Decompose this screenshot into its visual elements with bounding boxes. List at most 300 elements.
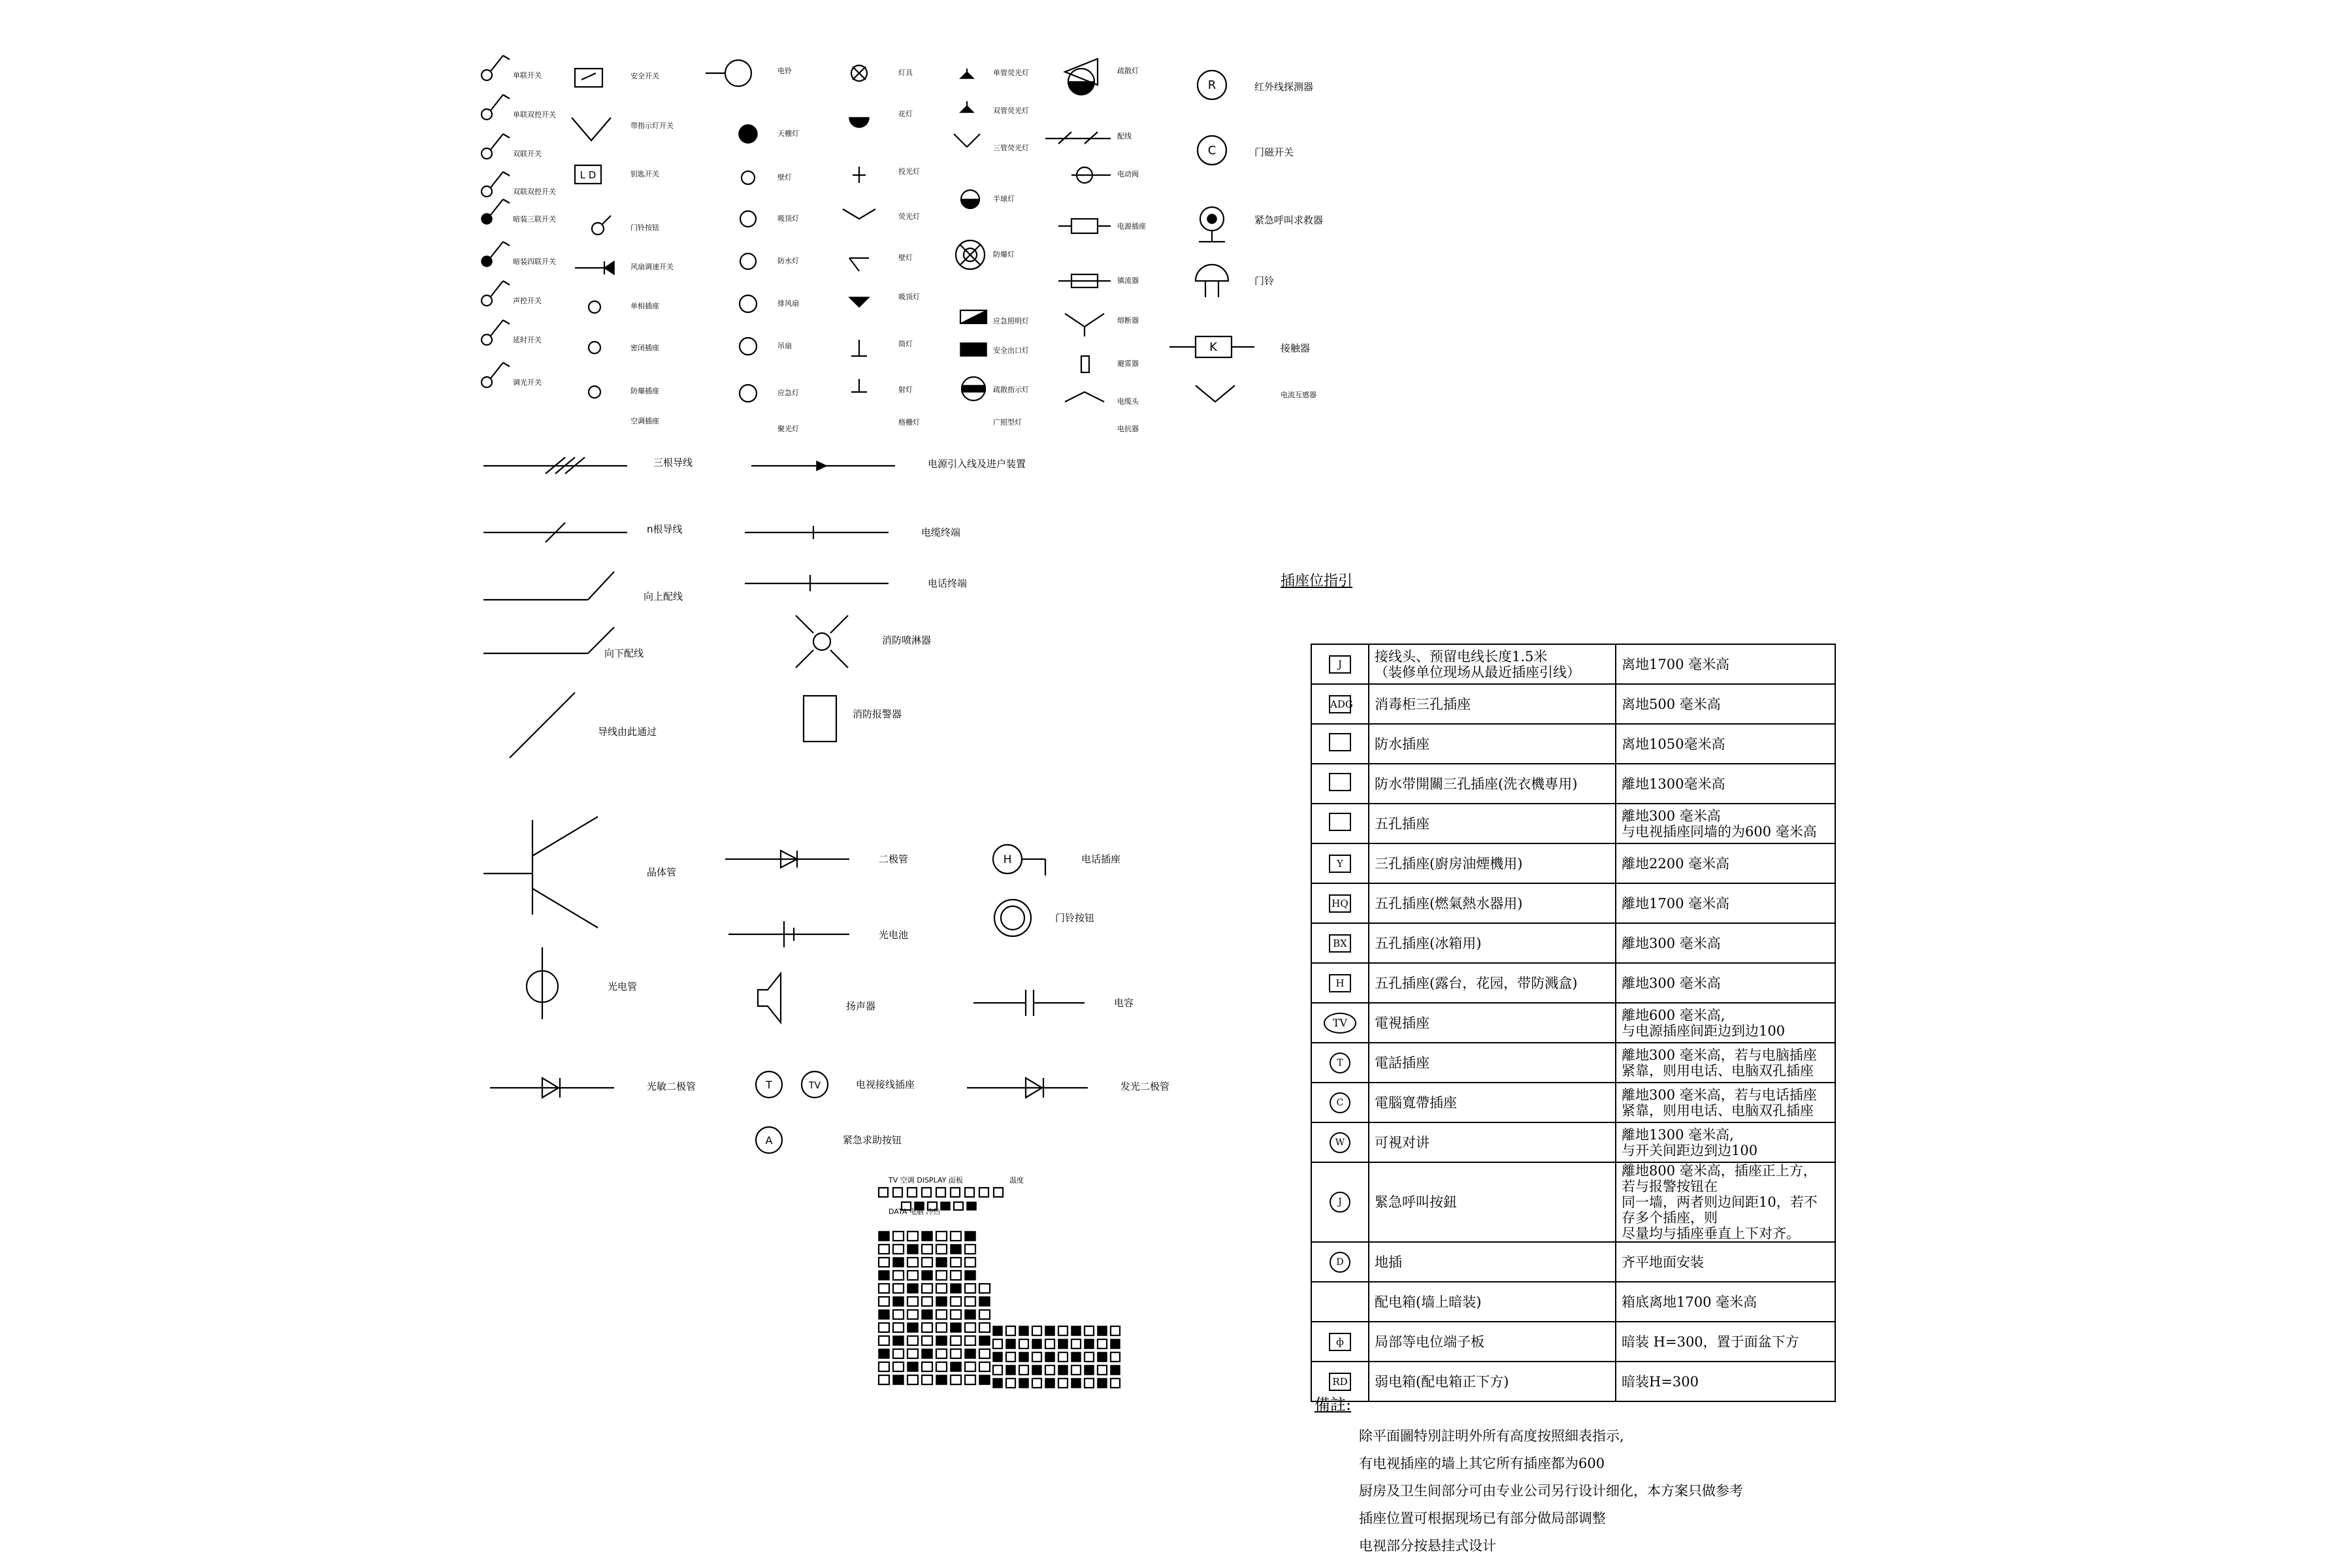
panel-cell-icon: [1045, 1326, 1054, 1335]
panel-cell-icon: [1111, 1326, 1120, 1335]
socket-name-cell: 五孔插座(燃氣熱水器用): [1369, 883, 1616, 923]
height-table-row: [1311, 1122, 1835, 1162]
switch-icon: [503, 320, 510, 324]
socket-symbol-icon: [1329, 773, 1351, 791]
height-table-row: [1311, 1083, 1835, 1122]
panel-cell-icon: [1032, 1352, 1041, 1362]
height-table-row: [1311, 963, 1835, 1003]
socket-name-cell: 電視插座: [1369, 1003, 1616, 1043]
notes-block: [1315, 1392, 1743, 1560]
socket-symbol-icon: ф: [1329, 1333, 1351, 1351]
row-icon-cell: [1311, 1242, 1369, 1282]
panel-cell-icon: [922, 1297, 932, 1306]
panel-cell-icon: [879, 1297, 889, 1306]
socket-name-cell: 緊急呼叫按鈕: [1369, 1162, 1616, 1242]
socket-name-cell: 三孔插座(廚房油煙機用): [1369, 843, 1616, 883]
mount-height-cell: 齐平地面安装: [1616, 1242, 1835, 1282]
panel-cell-icon: [979, 1310, 990, 1319]
panel-cell-icon: [1045, 1379, 1054, 1388]
panel-cell-icon: [907, 1349, 918, 1358]
socket-name-cell: 可視对讲: [1369, 1122, 1616, 1162]
symbol-label: 电流互感器: [1281, 391, 1316, 399]
panel-cell-icon: [893, 1297, 904, 1306]
panel-cell-icon: [951, 1310, 961, 1319]
socket-symbol-icon: [1329, 733, 1351, 751]
mount-height-cell: 暗装 H=300，置于面盆下方: [1616, 1322, 1835, 1362]
row-icon-cell: [1311, 843, 1369, 883]
panel-box-icon: [879, 1188, 888, 1197]
symbol-label: 应急照明灯: [993, 317, 1029, 325]
panel-cell-icon: [965, 1375, 975, 1384]
panel-cell-icon: [922, 1336, 932, 1345]
mount-height-cell: 離地300 毫米高，若与电脑插座 紧靠，则用电话、电脑双孔插座: [1616, 1043, 1835, 1083]
panel-cell-icon: [907, 1232, 918, 1241]
panel-cell-icon: [922, 1349, 932, 1358]
panel-cell-icon: [1098, 1326, 1107, 1335]
symbol-label: 声控开关: [513, 297, 542, 305]
switch-icon: [482, 109, 492, 120]
symbol-label: DATA 电脑 冷热: [889, 1207, 941, 1216]
panel-cell-icon: [1085, 1379, 1094, 1388]
panel-cell-icon: [1071, 1365, 1081, 1375]
switch-icon: [482, 256, 492, 267]
symbol-label: 电抗器: [1117, 425, 1139, 433]
panel-cell-icon: [1058, 1339, 1068, 1348]
mount-height-cell: 離地300 毫米高 与电视插座同墙的为600 毫米高: [1616, 804, 1835, 843]
panel-cell-icon: [922, 1232, 932, 1241]
row-icon-cell: [1311, 804, 1369, 843]
row-icon-cell: [1311, 1083, 1369, 1122]
height-table-row: [1311, 644, 1835, 684]
symbol-label: 荧光灯: [898, 212, 920, 221]
symbol-label: 发光二极管: [1120, 1081, 1170, 1092]
panel-cell-icon: [1098, 1339, 1107, 1348]
height-table-row: [1311, 1003, 1835, 1043]
switch-icon: [482, 377, 492, 387]
symbol-label: 暗装三联开关: [513, 215, 556, 223]
panel-cell-icon: [879, 1310, 889, 1319]
symbol-label: 天棚灯: [777, 129, 799, 138]
panel-cell-icon: [1045, 1339, 1054, 1348]
mount-height-cell: 离地1050毫米高: [1616, 724, 1835, 764]
panel-cell-icon: [951, 1271, 961, 1280]
panel-cell-icon: [879, 1323, 889, 1332]
symbol-label: 壁灯: [777, 173, 792, 182]
panel-cell-icon: [951, 1258, 961, 1267]
panel-cell-icon: [1085, 1339, 1094, 1348]
switch-icon: [503, 172, 510, 176]
panel-cell-icon: [1111, 1352, 1120, 1362]
line-icon: [954, 134, 967, 147]
panel-cell-icon: [936, 1284, 947, 1293]
socket-symbol-icon: RD: [1329, 1373, 1351, 1391]
ceiling-lamp-icon: [740, 211, 756, 227]
panel-cell-icon: [1111, 1365, 1120, 1375]
socket-box-icon: [1071, 219, 1098, 233]
reactor-icon: [1065, 392, 1104, 402]
panel-cell-icon: [936, 1375, 947, 1384]
height-guide-title: 插座位指引: [1281, 573, 1353, 589]
fluorescent-icon: [843, 209, 875, 219]
exit-sign-icon: [960, 343, 987, 356]
bell-icon: [725, 60, 751, 86]
panel-cell-icon: [922, 1310, 932, 1319]
socket-symbol-icon: [1329, 813, 1351, 831]
chandelier-icon: [849, 118, 869, 127]
socket-name-cell: 地插: [1369, 1242, 1616, 1282]
panel-cell-icon: [1085, 1352, 1094, 1362]
panel-cell-icon: [1071, 1326, 1081, 1335]
switch-icon: [503, 281, 510, 285]
panel-cell-icon: [879, 1349, 889, 1358]
inner-circle-icon: [1001, 906, 1024, 930]
row-icon-cell: [1311, 1282, 1369, 1322]
panel-cell-icon: [965, 1284, 975, 1293]
note-line: 插座位置可根据现场已有部分做局部调整: [1359, 1511, 1606, 1526]
panel-cell-icon: [979, 1297, 990, 1306]
symbol-label: 半球灯: [993, 195, 1015, 203]
switch-icon: [491, 134, 503, 150]
symbol-label: 双联开关: [513, 150, 542, 158]
switch-icon: [482, 295, 492, 306]
panel-box-icon: [907, 1188, 917, 1197]
symbol-label: 单管荧光灯: [993, 69, 1029, 77]
panel-cell-icon: [893, 1271, 904, 1280]
doorbell-icon: [1196, 265, 1228, 281]
panel-cell-icon: [922, 1362, 932, 1371]
symbol-label: 疏散指示灯: [993, 385, 1029, 394]
panel-cell-icon: [879, 1245, 889, 1254]
socket-symbol-icon: HQ: [1329, 894, 1351, 913]
panel-cell-icon: [893, 1336, 904, 1345]
panel-cell-icon: [965, 1310, 975, 1319]
mount-height-cell: 离地500 毫米高: [1616, 684, 1835, 724]
socket-name-cell: 局部等电位端子板: [1369, 1322, 1616, 1362]
panel-cell-icon: [936, 1232, 947, 1241]
symbol-label: 钥匙开关: [630, 170, 659, 178]
panel-cell-icon: [993, 1339, 1002, 1348]
panel-cell-icon: [979, 1362, 990, 1371]
symbol-label: 吸顶灯: [777, 214, 799, 223]
switch-icon: [482, 148, 492, 159]
note-line: 厨房及卫生间部分可由专业公司另行设计细化，本方案只做参考: [1359, 1483, 1743, 1499]
ceiling-lamp-icon: [739, 125, 757, 143]
pass-through-icon: [510, 693, 575, 758]
panel-cell-icon: [936, 1310, 947, 1319]
panel-cell-icon: [1019, 1365, 1028, 1375]
symbol-label: 电铃: [777, 67, 792, 75]
letter-a: A: [765, 1134, 773, 1147]
evac-light-icon: [1065, 59, 1098, 85]
socket-symbol-icon: TV: [1324, 1013, 1356, 1034]
panel-cell-icon: [1045, 1352, 1054, 1362]
panel-cell-icon: [922, 1375, 932, 1384]
panel-cell-icon: [951, 1362, 961, 1371]
height-table-row: [1311, 1322, 1835, 1362]
symbol-label: 射灯: [898, 385, 913, 394]
socket-symbol-icon: J: [1329, 655, 1351, 674]
row-icon-cell: [1311, 1162, 1369, 1242]
symbol-label: 花灯: [898, 110, 913, 118]
socket-name-cell: 電腦寬帶插座: [1369, 1083, 1616, 1122]
symbol-label: 单相插座: [630, 302, 659, 310]
panel-cell-icon: [965, 1232, 975, 1241]
panel-box-icon: [965, 1188, 974, 1197]
switch-icon: [491, 242, 503, 257]
panel-cell-icon: [1071, 1352, 1081, 1362]
switch-icon: [491, 172, 503, 188]
socket-symbol-icon: W: [1330, 1132, 1350, 1153]
switch-icon: [482, 70, 492, 80]
fire-alarm-icon: [804, 696, 836, 742]
symbol-label: 电动阀: [1117, 170, 1139, 178]
panel-cell-icon: [1058, 1326, 1068, 1335]
symbol-label: 电话终端: [928, 578, 968, 589]
panel-cell-icon: [922, 1258, 932, 1267]
panel-cell-icon: [979, 1284, 990, 1293]
panel-cell-icon: [907, 1310, 918, 1319]
speaker-icon: [758, 973, 781, 1022]
socket-symbol-icon: Y: [1329, 855, 1351, 873]
socket-height-table: [1311, 644, 1836, 1402]
switch-icon: [503, 363, 510, 367]
panel-cell-icon: [879, 1362, 889, 1371]
socket-name-cell: 五孔插座: [1369, 804, 1616, 843]
symbol-graphics: [482, 56, 1254, 1388]
mount-height-cell: 離地1300毫米高: [1616, 764, 1835, 804]
mount-height-cell: 离地1700 毫米高: [1616, 644, 1835, 684]
height-table-row: [1311, 1043, 1835, 1083]
arrester-icon: [1065, 314, 1104, 336]
panel-box-icon: [922, 1188, 931, 1197]
panel-cell-icon: [893, 1375, 904, 1384]
line-icon: [532, 889, 598, 928]
row-icon-cell: [1311, 1043, 1369, 1083]
row-icon-cell: [1311, 1322, 1369, 1362]
panel-cell-icon: [1006, 1339, 1015, 1348]
panel-cell-icon: [907, 1271, 918, 1280]
panel-cell-icon: [922, 1271, 932, 1280]
symbol-label: 紧急求助按钮: [843, 1134, 902, 1146]
symbol-label: TV 空调 DISPLAY 面板: [889, 1176, 963, 1184]
symbol-label: 单联双控开关: [513, 110, 556, 119]
symbol-label: 疏散灯: [1117, 67, 1139, 75]
panel-cell-icon: [993, 1352, 1002, 1362]
switch-icon: [482, 335, 492, 345]
symbol-label: 电源引入线及进户装置: [928, 458, 1026, 470]
letter-c: C: [1207, 144, 1217, 157]
tube-lamp-icon: [960, 106, 973, 112]
symbol-label: 带指示灯开关: [630, 122, 674, 130]
socket-symbol-icon: BX: [1329, 934, 1351, 953]
symbol-label: 格栅灯: [898, 418, 920, 427]
symbol-label: 消防喷淋器: [882, 634, 932, 646]
socket-symbol-icon: J: [1330, 1192, 1350, 1213]
height-table-row: [1311, 923, 1835, 963]
socket-symbol-icon: D: [1330, 1252, 1350, 1273]
socket-name-cell: 五孔插座(露台，花园，带防溅盒): [1369, 963, 1616, 1003]
symbol-label: 导线由此通过: [598, 726, 657, 738]
symbol-label: 壁灯: [898, 253, 913, 262]
emergency-light-icon: [960, 310, 987, 323]
panel-cell-icon: [965, 1349, 975, 1358]
half-ball-fill: [961, 199, 979, 208]
symbol-label: 单联开关: [513, 71, 542, 80]
symbol-label: 聚光灯: [777, 425, 799, 433]
symbol-labels: [513, 66, 1323, 1216]
symbol-label: 防水灯: [777, 257, 799, 265]
socket-name-cell: 五孔插座(冰箱用): [1369, 923, 1616, 963]
symbol-label: 镇流器: [1117, 276, 1139, 285]
panel-cell-icon: [907, 1284, 918, 1293]
panel-cell-icon: [979, 1336, 990, 1345]
switch-icon: [491, 363, 503, 378]
panel-cell-icon: [965, 1258, 975, 1267]
panel-cell-icon: [979, 1375, 990, 1384]
symbol-label: 电缆头: [1117, 397, 1139, 406]
height-table-row: [1311, 1162, 1835, 1242]
symbol-label: 三管荧光灯: [993, 144, 1029, 152]
panel-cell-icon: [879, 1258, 889, 1267]
symbol-label: 双管荧光灯: [993, 106, 1029, 115]
panel-cell-icon: [879, 1232, 889, 1241]
height-table-row: [1311, 804, 1835, 843]
row-icon-cell: [1311, 764, 1369, 804]
panel-cell-icon: [951, 1349, 961, 1358]
height-table-row: [1311, 764, 1835, 804]
symbol-label: 光电池: [879, 929, 909, 941]
socket-name-cell: 弱电箱(配电箱正下方): [1369, 1362, 1616, 1401]
row-icon-cell: [1311, 923, 1369, 963]
symbol-label: 接触器: [1281, 342, 1311, 354]
sprinkler-arm: [830, 615, 848, 633]
arrow-up-icon: [588, 572, 614, 600]
symbol-label: 筒灯: [898, 340, 913, 348]
panel-cell-icon: [936, 1297, 947, 1306]
panel-cell-icon: [922, 1245, 932, 1254]
symbol-label: 安全开关: [630, 72, 659, 80]
socket-symbol-icon: H: [1329, 974, 1351, 992]
symbol-label: 光电管: [608, 981, 638, 992]
safety-switch-icon: [575, 69, 602, 87]
ceiling-fan-icon: [740, 338, 757, 355]
panel-cell-icon: [951, 1323, 961, 1332]
switch-icon: [491, 95, 503, 110]
line-icon: [849, 258, 859, 271]
symbol-label: 电缆终端: [921, 527, 961, 538]
symbol-label: 门铃按钮: [1055, 912, 1095, 924]
panel-box-icon: [967, 1202, 976, 1210]
symbol-label: 电视接线插座: [856, 1079, 915, 1090]
height-table-row: [1311, 1242, 1835, 1282]
symbol-label: 门铃按钮: [630, 223, 659, 232]
panel-cell-icon: [1032, 1339, 1041, 1348]
symbol-label: 排风扇: [777, 299, 799, 308]
panel-cell-icon: [1071, 1339, 1081, 1348]
ld-letters: L D: [580, 169, 596, 181]
tube-lamp-icon: [960, 72, 973, 78]
panel-cell-icon: [893, 1245, 904, 1254]
switch-icon: [503, 242, 510, 246]
symbol-label: 安全出口灯: [993, 346, 1029, 355]
bar-icon: [962, 385, 985, 392]
panel-cell-icon: [907, 1297, 918, 1306]
symbol-label: 吸顶灯: [898, 293, 920, 301]
height-table-row: [1311, 883, 1835, 923]
mount-height-cell: 離地300 毫米高: [1616, 963, 1835, 1003]
panel-cell-icon: [965, 1323, 975, 1332]
panel-cell-icon: [1019, 1339, 1028, 1348]
symbol-label: 风扇调速开关: [630, 263, 674, 271]
panel-cell-icon: [907, 1375, 918, 1384]
socket-symbol-icon: T: [1330, 1053, 1350, 1073]
switch-icon: [482, 214, 492, 224]
switch-icon: [491, 199, 503, 215]
panel-box-icon: [954, 1202, 963, 1210]
mount-height-cell: 離地1700 毫米高: [1616, 883, 1835, 923]
panel-cell-icon: [1098, 1379, 1107, 1388]
waterproof-lamp-icon: [740, 253, 756, 269]
symbol-label: 调光开关: [513, 378, 542, 387]
panel-cell-icon: [1071, 1379, 1081, 1388]
panel-cell-icon: [893, 1349, 904, 1358]
socket-name-cell: 配电箱(墙上暗装): [1369, 1282, 1616, 1322]
panel-cell-icon: [936, 1245, 947, 1254]
socket-symbol-icon: C: [1330, 1092, 1350, 1113]
symbol-label: 向下配线: [604, 647, 644, 659]
panel-cell-icon: [1032, 1379, 1041, 1388]
doorbell-button-icon: [994, 900, 1031, 936]
note-line: 除平面圖特別註明外所有高度按照細表指示,: [1359, 1428, 1624, 1444]
row-icon-cell: [1311, 1122, 1369, 1162]
panel-cell-icon: [893, 1284, 904, 1293]
panel-cell-icon: [1111, 1379, 1120, 1388]
socket-icon: [589, 386, 600, 398]
height-table-row: [1311, 1282, 1835, 1322]
row-icon-cell: [1311, 963, 1369, 1003]
panel-cell-icon: [993, 1379, 1002, 1388]
symbol-label: 防爆插座: [630, 387, 659, 395]
panel-cell-icon: [893, 1310, 904, 1319]
height-table-row: [1311, 724, 1835, 764]
symbol-label: n根导线: [647, 523, 683, 535]
symbol-label: 暗装四联开关: [513, 257, 556, 266]
letter-r: R: [1207, 78, 1217, 92]
panel-cell-icon: [936, 1362, 947, 1371]
panel-cell-icon: [1098, 1365, 1107, 1375]
panel-cell-icon: [907, 1336, 918, 1345]
symbol-label: 双联双控开关: [513, 188, 556, 196]
symbol-label: 向上配线: [644, 591, 683, 602]
symbol-label: 防爆灯: [993, 250, 1015, 259]
switch-icon: [491, 56, 503, 71]
panel-cell-icon: [979, 1349, 990, 1358]
sprinkler-arm: [796, 615, 813, 633]
symbol-label: 光敏二极管: [647, 1081, 696, 1092]
panel-cell-icon: [879, 1375, 889, 1384]
panel-cell-icon: [965, 1362, 975, 1371]
panel-cell-icon: [1085, 1365, 1094, 1375]
switch-icon: [581, 73, 596, 80]
panel-cell-icon: [965, 1271, 975, 1280]
panel-cell-icon: [1006, 1352, 1015, 1362]
symbol-label: 二极管: [879, 853, 909, 865]
switch-icon: [503, 199, 510, 203]
letter-k: K: [1209, 340, 1217, 354]
height-table-row: [1311, 843, 1835, 883]
height-table-row: [1311, 684, 1835, 724]
panel-cell-icon: [965, 1297, 975, 1306]
